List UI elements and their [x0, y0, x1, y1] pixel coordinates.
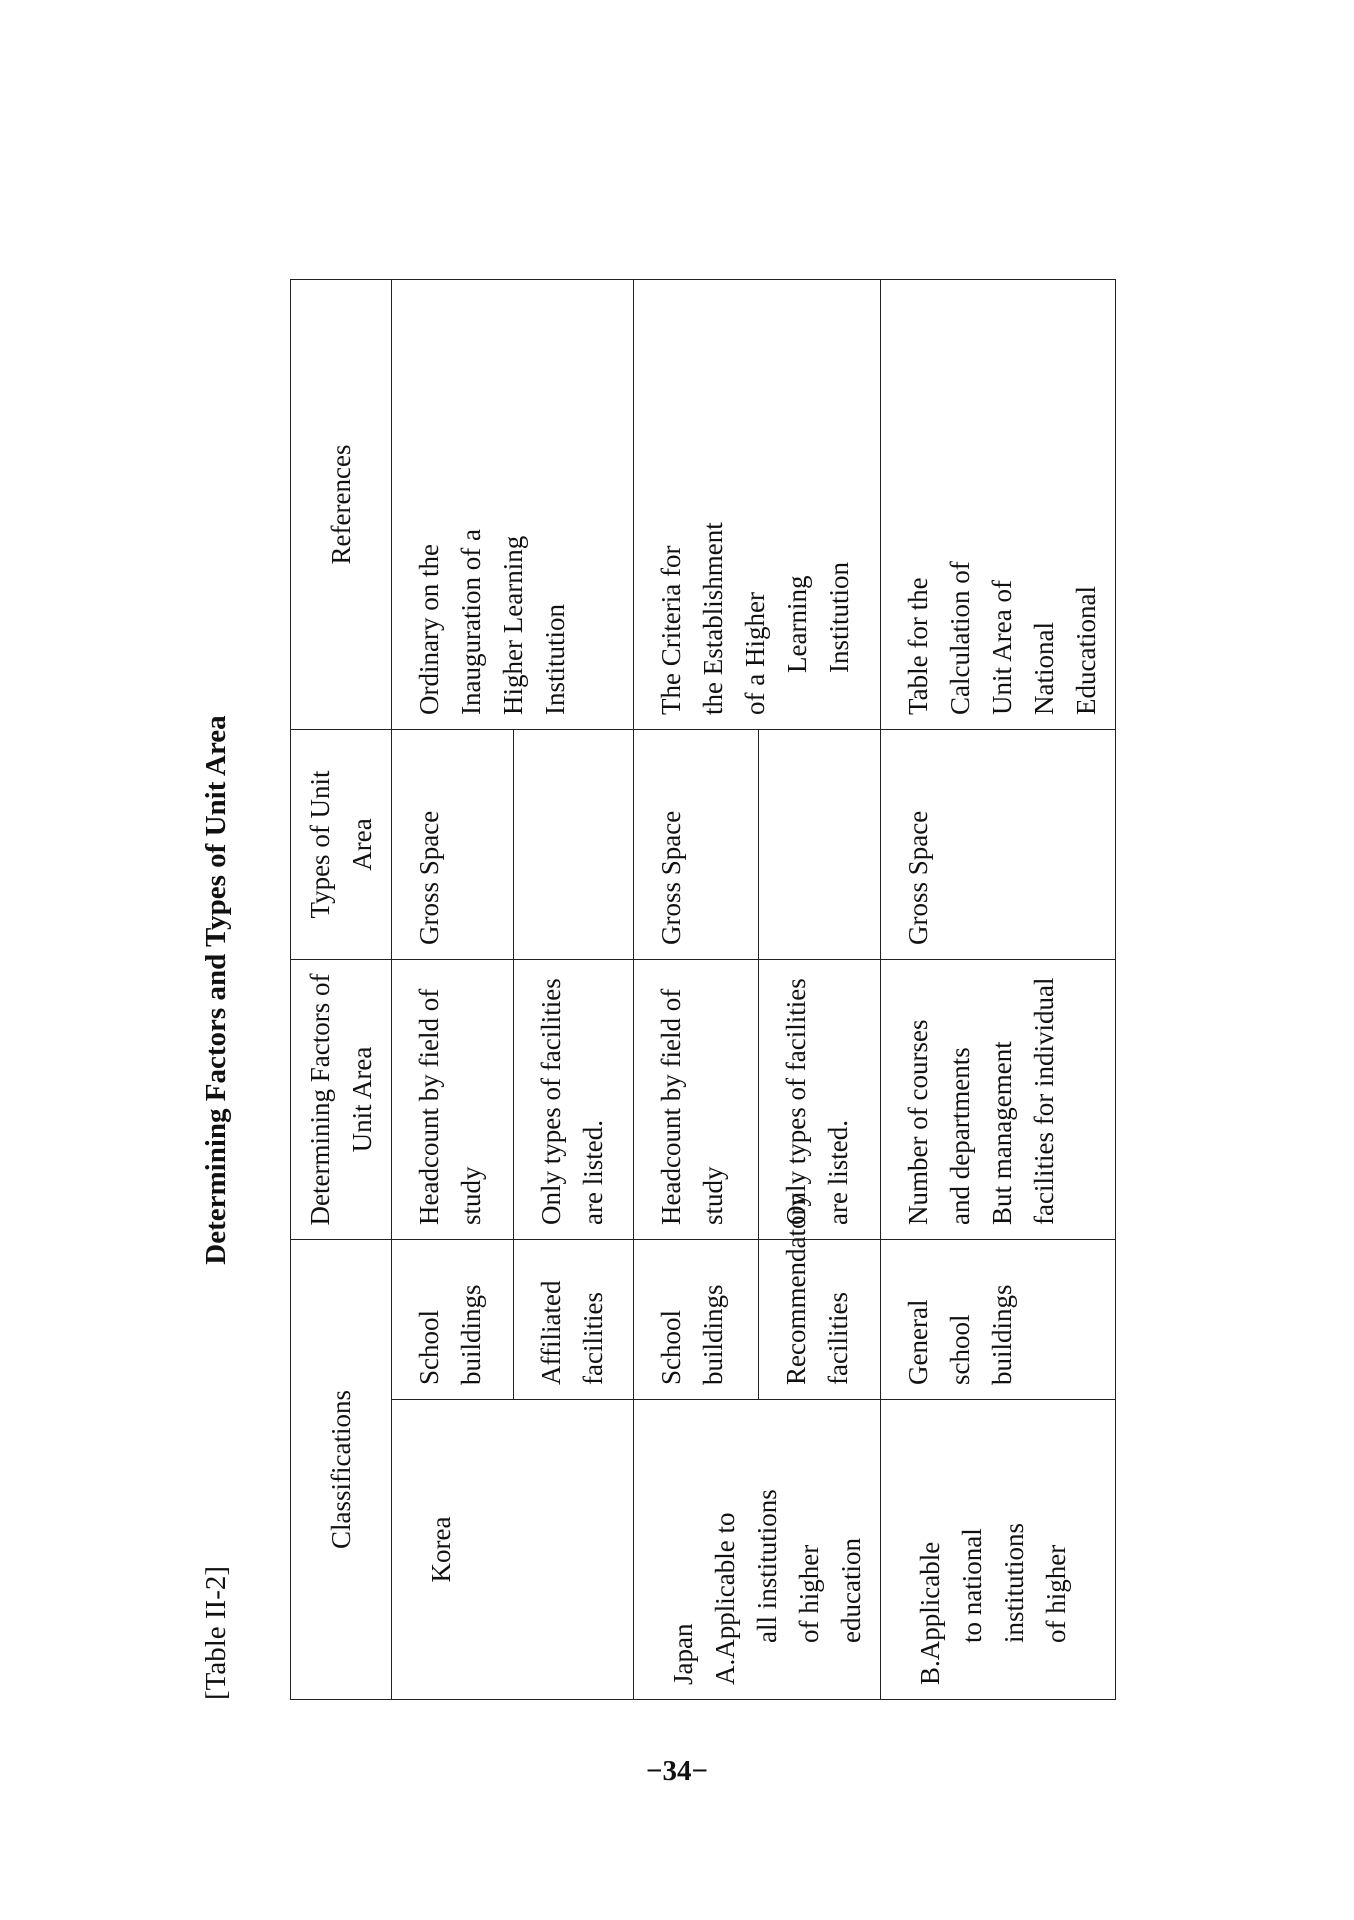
- japan-a-recommendatory-line-1: Recommendatory: [780, 1193, 811, 1385]
- japan-b-ref-line-1: Table for the: [903, 577, 933, 715]
- japan-b-factors: [881, 959, 1116, 1239]
- japan-b-ref-line-2: Calculation of: [945, 561, 975, 715]
- korea-affiliated-facilities: [514, 1239, 634, 1399]
- japan-b-line-3: institutions: [999, 1522, 1029, 1643]
- table-title: Determining Factors and Types of Unit Area: [200, 715, 232, 1265]
- japan-a-factor2-line-1: Only types of facilities: [780, 978, 811, 1225]
- japan-b-ref-line-4: National: [1029, 622, 1059, 715]
- korea-ref-line-4: Institution: [540, 603, 570, 715]
- korea-ref-line-2: Inauguration of a: [456, 529, 486, 715]
- table-row: [881, 279, 1116, 1699]
- japan-b-factor-line-4: facilities for individual: [1029, 977, 1059, 1225]
- table-label: [Table II-2]: [200, 1565, 232, 1700]
- japan-b-class-line-2: school buildings: [945, 1284, 1017, 1385]
- japan-a-ref-line-4: Learning: [782, 575, 812, 673]
- japan-b-factor-line-2: and departments: [945, 1047, 975, 1225]
- header-references: References: [291, 279, 392, 729]
- japan-b-factor-line-1: Number of courses: [903, 1019, 933, 1225]
- japan-b-line-1: B.Applicable: [915, 1541, 945, 1685]
- japan-b-factor-line-3: But management: [987, 1041, 1017, 1225]
- japan-a-school-buildings: School buildings: [634, 1239, 759, 1399]
- japan-a-cell: [634, 1400, 881, 1700]
- japan-a-reference: [634, 279, 881, 729]
- japan-b-class-line-1: General: [903, 1299, 933, 1385]
- japan-b-ref-line-3: Unit Area of: [987, 580, 1017, 715]
- page-number: −34−: [645, 1755, 709, 1787]
- japan-a-type-empty: [758, 729, 880, 959]
- korea-affiliated-line-1: Affiliated: [536, 1280, 566, 1385]
- korea-factor2-line-1: Only types of facilities: [536, 978, 566, 1225]
- korea-ref-line-1: Ordinary on the: [414, 544, 444, 715]
- korea-factor-line-2: study: [456, 1166, 486, 1225]
- japan-a-ref-line-3: of a Higher: [740, 592, 770, 715]
- japan-a-factor-line-2: study: [698, 1166, 728, 1225]
- japan-a-ref-line-5: Institution: [824, 561, 854, 673]
- korea-factor-types-listed: [514, 959, 634, 1239]
- japan-b-line-2: to national: [957, 1528, 987, 1643]
- japan-a-factor-types-listed: [758, 959, 880, 1239]
- japan-b-general-school-buildings: [881, 1239, 1116, 1399]
- japan-a-factor-line-1: Headcount by field of: [656, 988, 686, 1225]
- unit-area-table: [290, 279, 1116, 1700]
- korea-country-cell: [392, 1400, 634, 1700]
- korea-type-gross-space: Gross Space: [392, 729, 514, 959]
- korea-type-empty: [514, 729, 634, 959]
- header-types-line-1: Types of Unit: [305, 770, 335, 919]
- japan-a-line-2: all institutions: [752, 1489, 782, 1643]
- header-factors-line-1: Determining Factors of: [305, 973, 335, 1226]
- japan-a-recommendatory-facilities: [758, 1193, 880, 1399]
- korea-school-buildings: School buildings: [392, 1239, 514, 1399]
- header-types: [291, 729, 392, 959]
- japan-country: Japan: [668, 1623, 698, 1685]
- header-row: [291, 279, 392, 1699]
- japan-a-line-3: of higher: [794, 1544, 824, 1643]
- korea-ref-line-3: Higher Learning: [498, 535, 528, 715]
- korea-factor-line-1: Headcount by field of: [414, 988, 444, 1225]
- japan-b-cell: [881, 1400, 1116, 1700]
- korea-country: Korea: [426, 1516, 456, 1583]
- japan-a-line-1: A.Applicable to: [710, 1512, 740, 1685]
- rotated-page-content: [200, 280, 1180, 1700]
- japan-b-line-4: of higher: [1041, 1544, 1071, 1643]
- korea-factor-headcount: [392, 959, 514, 1239]
- table-row: [634, 279, 759, 1699]
- japan-a-line-4: education: [836, 1538, 866, 1643]
- header-classifications: Classifications: [291, 1239, 392, 1699]
- korea-affiliated-line-2: facilities: [578, 1292, 608, 1385]
- japan-a-ref-line-1: The Criteria for: [656, 545, 686, 715]
- japan-a-type-gross-space: Gross Space: [634, 729, 759, 959]
- japan-a-factor-headcount: [634, 959, 759, 1239]
- japan-b-reference: [881, 279, 1116, 729]
- header-types-line-2: Area: [347, 818, 377, 871]
- korea-reference: [392, 279, 634, 729]
- japan-b-ref-line-5: Educational: [1071, 586, 1101, 715]
- korea-factor2-line-2: are listed.: [578, 1120, 608, 1225]
- japan-a-recommendatory-line-2: facilities: [822, 1292, 853, 1385]
- header-factors-line-2: Unit Area: [347, 1046, 377, 1153]
- japan-b-type-gross-space: Gross Space: [881, 729, 1116, 959]
- table-row: [392, 279, 514, 1699]
- japan-a-factor2-line-2: are listed.: [822, 1120, 853, 1225]
- japan-a-ref-line-2: the Establishment: [698, 522, 728, 715]
- header-determining-factors: [291, 959, 392, 1239]
